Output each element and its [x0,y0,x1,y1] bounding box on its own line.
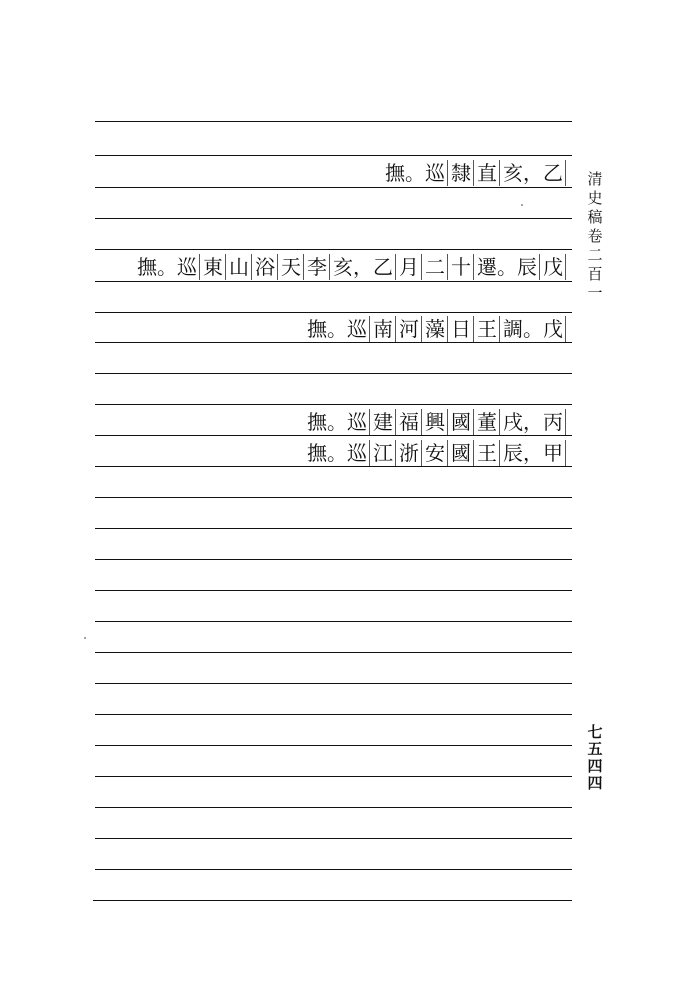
rule-line [95,121,572,122]
table-row-shandong [137,254,569,280]
rule-line [95,528,572,529]
cell-char: 河 [399,316,422,342]
print-speck [84,637,86,639]
cell-char: 亥， [503,161,543,185]
cell-char: 亥， [333,255,373,279]
cell-char: 福 [399,409,422,435]
cell-char: 巡 [347,409,370,435]
rule-line [95,497,572,498]
print-speck [521,204,523,206]
cell-char: 巡 [347,440,370,466]
cell-char: 辰 [517,254,540,280]
cell-char: 天 [281,254,304,280]
rule-line [95,404,572,405]
cell-char: 南 [373,316,396,342]
cell-char: 興 [425,409,448,435]
margin-title-char: 卷 [587,227,603,245]
cell-char: 藻 [425,316,448,342]
cell-char: 撫。 [307,317,347,341]
rule-line [95,373,572,374]
cell-char: 日 [451,316,474,342]
rule-line [95,249,572,250]
page-number-char: 七 [587,723,603,741]
rule-line [95,281,572,282]
cell-char: 國 [451,409,474,435]
cell-char: 王 [477,316,500,342]
cell-char: 調。 [503,317,543,341]
cell-char: 戊 [543,316,566,342]
cell-char: 月 [399,254,422,280]
cell-char: 董 [477,409,500,435]
cell-char: 辰， [503,441,543,465]
cell-char: 十 [451,254,474,280]
cell-char: 撫。 [137,255,177,279]
rule-line [95,590,572,591]
margin-title [586,170,604,303]
cell-char: 甲 [543,440,566,466]
table-row-fujian [307,409,569,435]
margin-title-char: 史 [587,189,603,207]
cell-char: 王 [477,440,500,466]
cell-char: 二 [425,254,448,280]
rule-line [95,776,572,777]
cell-char: 浴 [255,254,278,280]
rule-line [95,869,572,870]
rule-line [95,807,572,808]
rule-line [95,466,572,467]
cell-char: 巡 [347,316,370,342]
cell-char: 東 [203,254,226,280]
rule-line [95,714,572,715]
cell-char: 乙 [543,160,566,186]
table-row-zhejiang [307,440,569,466]
rule-line [93,900,572,901]
rule-line [95,155,572,156]
cell-char: 戊 [543,254,566,280]
cell-char: 巡 [177,254,200,280]
page-number [586,724,604,792]
cell-char: 遷。 [477,255,517,279]
cell-char: 乙 [373,254,396,280]
rule-line [95,312,572,313]
rule-line [95,838,572,839]
margin-title-char: 稿 [587,208,603,226]
cell-char: 國 [451,440,474,466]
margin-title-char: 百 [587,265,603,283]
rule-line [95,435,572,436]
rule-line [95,218,572,219]
cell-char: 丙 [543,409,566,435]
cell-char: 浙 [399,440,422,466]
rule-line [95,652,572,653]
cell-char: 撫。 [307,410,347,434]
margin-title-char: 二 [587,246,603,264]
cell-char: 李 [307,254,330,280]
rule-line [95,745,572,746]
rule-line [95,559,572,560]
margin-title-char: 清 [587,170,603,188]
page-number-char: 五 [587,740,603,758]
rule-line [95,187,572,188]
cell-char: 江 [373,440,396,466]
rule-line [95,342,572,343]
table-row-zhili [385,160,569,186]
cell-char: 巡 [425,160,448,186]
rule-line [95,621,572,622]
rule-line [95,683,572,684]
cell-char: 直 [477,160,500,186]
cell-char: 安 [425,440,448,466]
cell-char: 山 [229,254,252,280]
margin-title-char: 一 [587,284,603,302]
page-number-char: 四 [587,757,603,775]
cell-char: 戌， [503,410,543,434]
cell-char: 隸 [451,160,474,186]
cell-char: 撫。 [385,161,425,185]
table-row-henan [307,316,569,342]
page-number-char: 四 [587,774,603,792]
cell-char: 撫。 [307,441,347,465]
cell-char: 建 [373,409,396,435]
